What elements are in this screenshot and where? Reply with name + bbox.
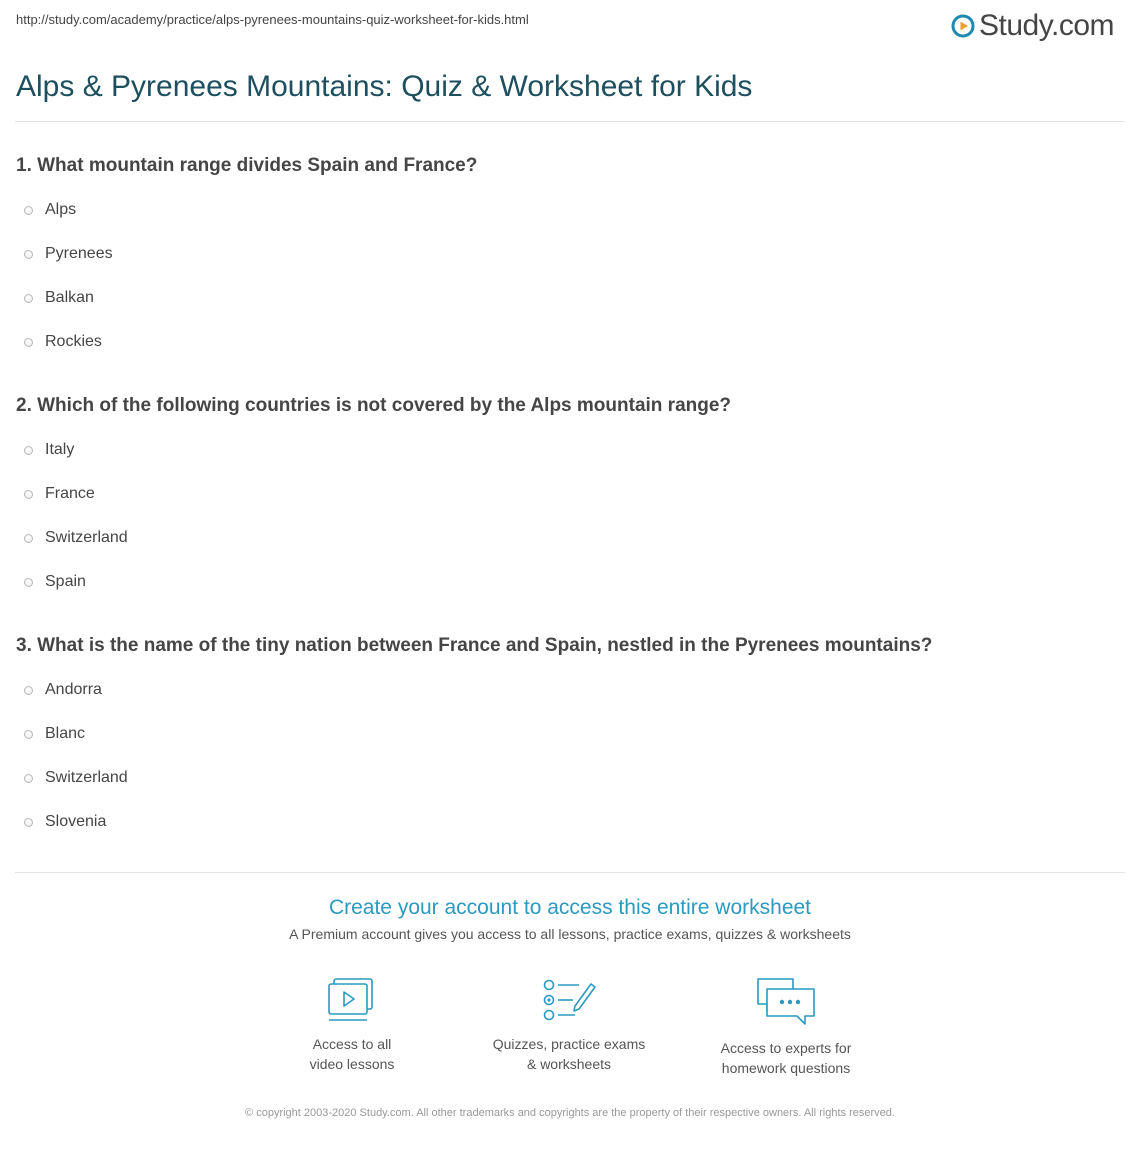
copyright-text: © copyright 2003-2020 Study.com. All other trademarks and copyrights are the property of their respective owners. All rights reserved.: [245, 1107, 895, 1119]
option-q1-2[interactable]: [24, 244, 113, 264]
radio-button[interactable]: [24, 250, 33, 259]
option-q2-1[interactable]: [24, 440, 74, 460]
feature-text-line2: video lessons: [309, 1056, 395, 1072]
radio-button[interactable]: [24, 730, 33, 739]
radio-button[interactable]: [24, 818, 33, 827]
page-title: Alps & Pyrenees Mountains: Quiz & Worksheet for Kids: [16, 70, 753, 103]
logo-text: Study.com: [979, 9, 1114, 42]
option-label: Balkan: [45, 289, 94, 306]
title-divider: [15, 121, 1125, 122]
cta-subtitle: A Premium account gives you access to all lessons, practice exams, quizzes & worksheets: [289, 926, 851, 942]
option-q1-3[interactable]: [24, 288, 94, 308]
video-lessons-icon: [324, 976, 380, 1024]
option-q3-1[interactable]: [24, 680, 102, 700]
option-q1-1[interactable]: [24, 200, 76, 220]
chat-bubbles-icon: [753, 976, 819, 1028]
question-3: 3. What is the name of the tiny nation between France and Spain, nestled in the Pyrenees mountains?: [16, 635, 933, 656]
study-logo[interactable]: [951, 4, 1114, 48]
option-label: Spain: [45, 573, 86, 590]
option-label: Blanc: [45, 725, 86, 742]
feature-video-lessons: [252, 976, 452, 1074]
option-label: Switzerland: [45, 769, 128, 786]
radio-button[interactable]: [24, 338, 33, 347]
option-q1-4[interactable]: [24, 332, 102, 352]
feature-text-line1: Access to experts for: [720, 1040, 852, 1056]
feature-text-line2: & worksheets: [526, 1056, 612, 1072]
section-divider: [15, 872, 1125, 873]
radio-button[interactable]: [24, 686, 33, 695]
option-q3-4[interactable]: [24, 812, 106, 832]
option-q2-4[interactable]: [24, 572, 86, 592]
radio-button[interactable]: [24, 206, 33, 215]
create-account-link[interactable]: Create your account to access this entire worksheet: [328, 896, 812, 919]
feature-quizzes: [469, 976, 669, 1074]
page-url: http://study.com/academy/practice/alps-pyrenees-mountains-quiz-worksheet-for-kids.html: [16, 12, 529, 27]
option-label: Alps: [45, 201, 77, 218]
feature-text-line1: Quizzes, practice exams: [492, 1036, 646, 1052]
feature-experts: [686, 976, 886, 1078]
option-q3-3[interactable]: [24, 768, 128, 788]
option-q2-3[interactable]: [24, 528, 128, 548]
radio-button[interactable]: [24, 774, 33, 783]
question-1: 1. What mountain range divides Spain and France?: [16, 155, 478, 176]
play-icon: [951, 14, 975, 38]
option-label: Switzerland: [45, 529, 128, 546]
quiz-checklist-icon: [539, 976, 599, 1024]
option-q2-2[interactable]: [24, 484, 95, 504]
radio-button[interactable]: [24, 534, 33, 543]
feature-text-line2: homework questions: [721, 1060, 851, 1076]
option-label: Pyrenees: [45, 245, 113, 262]
option-label: France: [45, 485, 95, 502]
option-label: Andorra: [45, 681, 102, 698]
question-2: 2. Which of the following countries is not covered by the Alps mountain range?: [16, 395, 732, 416]
option-label: Slovenia: [45, 813, 107, 830]
option-label: Italy: [45, 441, 75, 458]
option-label: Rockies: [45, 333, 102, 350]
radio-button[interactable]: [24, 490, 33, 499]
radio-button[interactable]: [24, 446, 33, 455]
radio-button[interactable]: [24, 294, 33, 303]
radio-button[interactable]: [24, 578, 33, 587]
feature-text-line1: Access to all: [312, 1036, 392, 1052]
option-q3-2[interactable]: [24, 724, 85, 744]
